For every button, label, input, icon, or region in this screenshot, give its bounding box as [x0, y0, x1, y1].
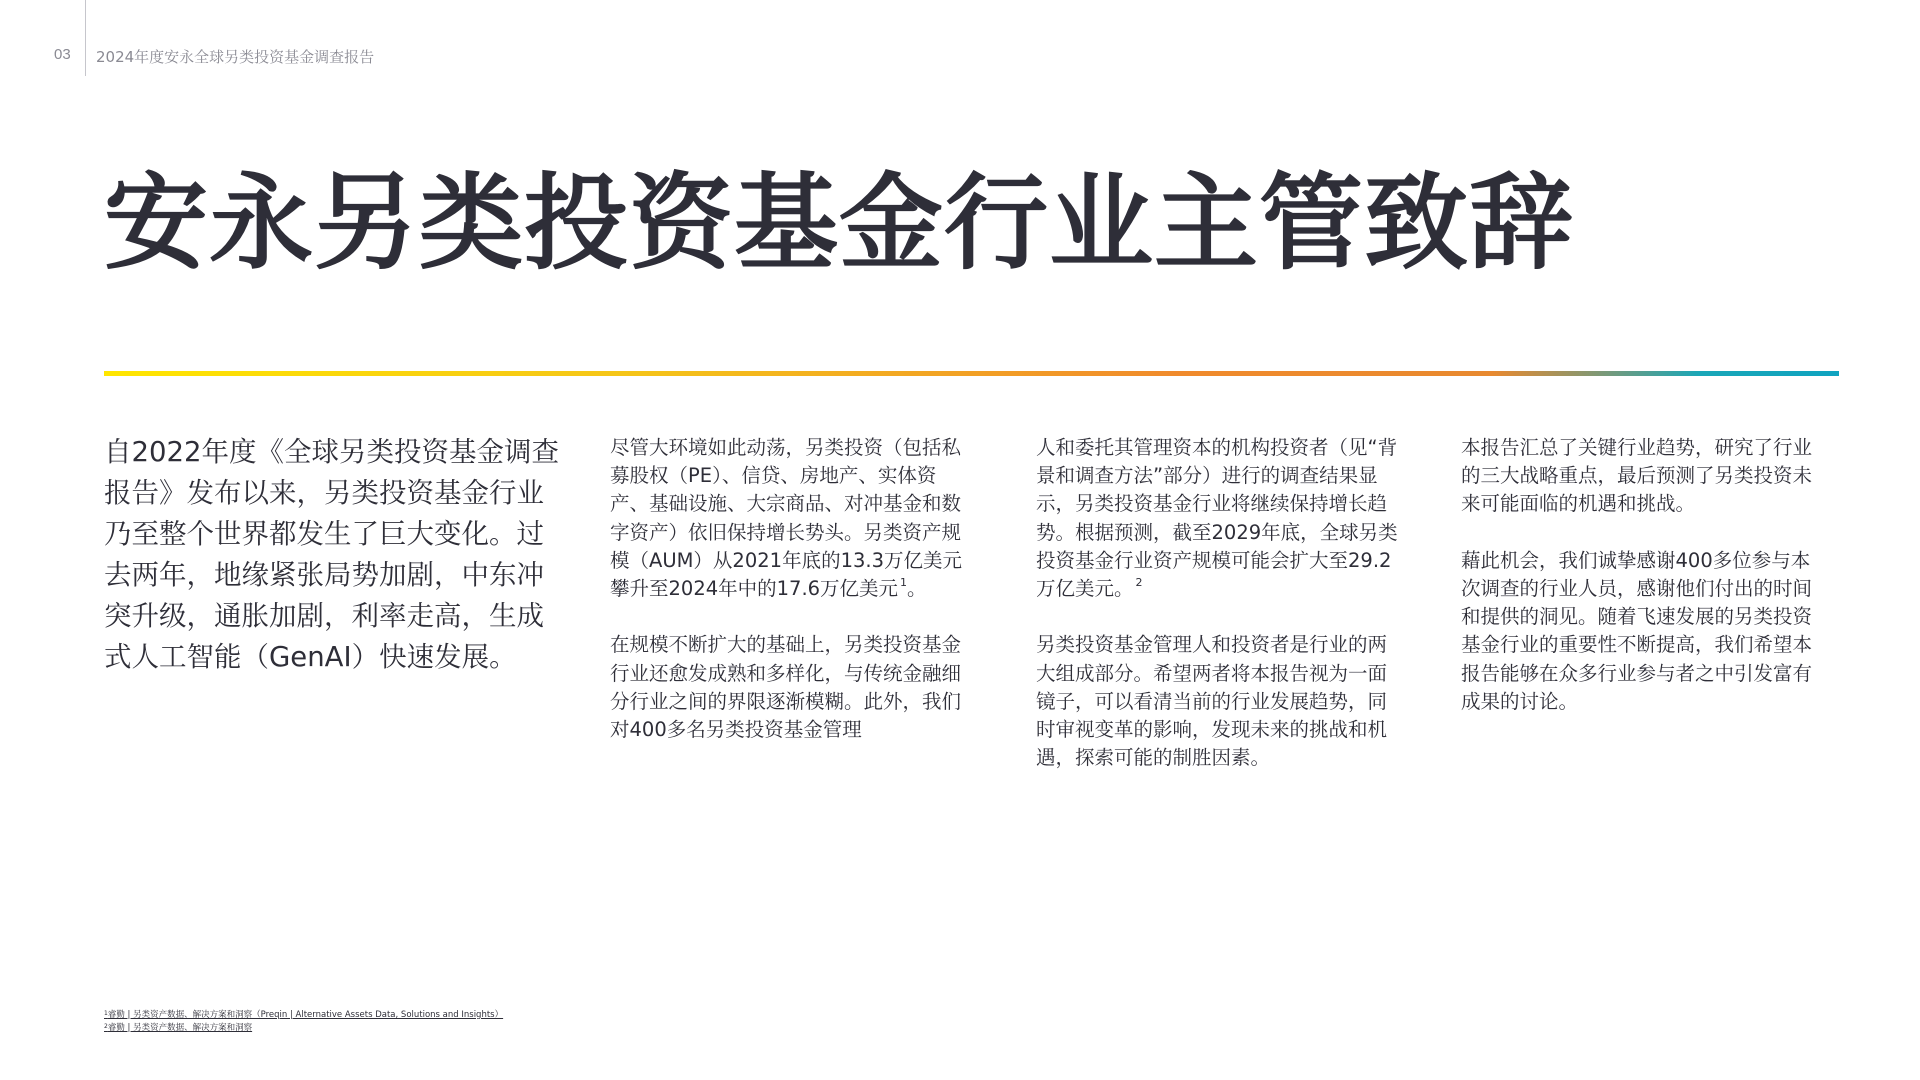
- footnote-2-number: 2: [104, 1023, 108, 1030]
- column-3-paragraph-2: 藉此机会，我们诚挚感谢400多位参与本次调查的行业人员，感谢他们付出的时间和提供的洞见。随着飞速发展的另类投资基金行业的重要性不断提高，我们希望本报告能够在众多行业参与者之中引发富有成果的讨论。: [1461, 548, 1813, 713]
- body-column-3: [1461, 434, 1826, 744]
- column-2-paragraph-2: 另类投资基金管理人和投资者是行业的两大组成部分。希望两者将本报告视为一面镜子，可以看清当前的行业发展趋势，同时审视变革的影响，发现未来的挑战和机遇，探索可能的制胜因素。: [1036, 633, 1388, 770]
- intro-paragraph: 自2022年度《全球另类投资基金调查报告》发布以来，另类投资基金行业乃至整个世界都发生了巨大变化。过去两年，地缘紧张局势加剧，中东冲突升级，通胀加剧，利率走高，生成式人工智能（GenAI）快速发展。: [104, 436, 559, 673]
- document-title: 2024年度安永全球另类投资基金调查报告: [96, 48, 375, 66]
- header-divider: [85, 0, 86, 76]
- body-column-1: [610, 434, 975, 772]
- page-header: [0, 0, 600, 76]
- footnote-1-number: 1: [104, 1010, 108, 1017]
- footnote-1[interactable]: [104, 1008, 503, 1021]
- footnote-2[interactable]: [104, 1021, 503, 1034]
- body-column-2: [1036, 434, 1401, 801]
- column-2-paragraph-1: [1036, 434, 1401, 603]
- column-1-paragraph-1: [610, 434, 975, 603]
- footnote-ref-1[interactable]: 1: [900, 576, 908, 590]
- column-3-paragraph-1: 本报告汇总了关键行业趋势，研究了行业的三大战略重点，最后预测了另类投资未来可能面临的机遇和挑战。: [1461, 436, 1813, 516]
- page-title: 安永另类投资基金行业主管致辞: [104, 162, 1575, 284]
- column-2-paragraph-1-text: 人和委托其管理资本的机构投资者（见“背景和调查方法”部分）进行的调查结果显示，另类投资基金行业将继续保持增长趋势。根据预测，截至2029年底，全球另类投资基金行业资产规模可能会扩大至29.2万亿美元。: [1036, 436, 1398, 601]
- footnotes: [104, 1008, 503, 1034]
- footnote-2-text: 睿勤 | 另类资产数据、解决方案和洞察: [107, 1023, 253, 1033]
- footnote-ref-2[interactable]: 2: [1135, 576, 1143, 590]
- footnote-1-text: 睿勤 | 另类资产数据、解决方案和洞察（Preqin | Alternative Assets Data, Solutions and Insights）: [107, 1010, 504, 1020]
- page-number: 03: [54, 46, 71, 63]
- column-1-paragraph-1-text: 尽管大环境如此动荡，另类投资（包括私募股权（PE）、信贷、房地产、实体资产、基础设施、大宗商品、对冲基金和数字资产）依旧保持增长势头。另类资产规模（AUM）从2021年底的13.3万亿美元攀升至2024年中的17.6万亿美元: [610, 436, 962, 601]
- gradient-divider: [104, 371, 1839, 376]
- column-1-paragraph-1-tail: 。: [907, 577, 927, 601]
- column-1-paragraph-2: 在规模不断扩大的基础上，另类投资基金行业还愈发成熟和多样化，与传统金融细分行业之间的界限逐渐模糊。此外，我们对400多名另类投资基金管理: [610, 633, 962, 742]
